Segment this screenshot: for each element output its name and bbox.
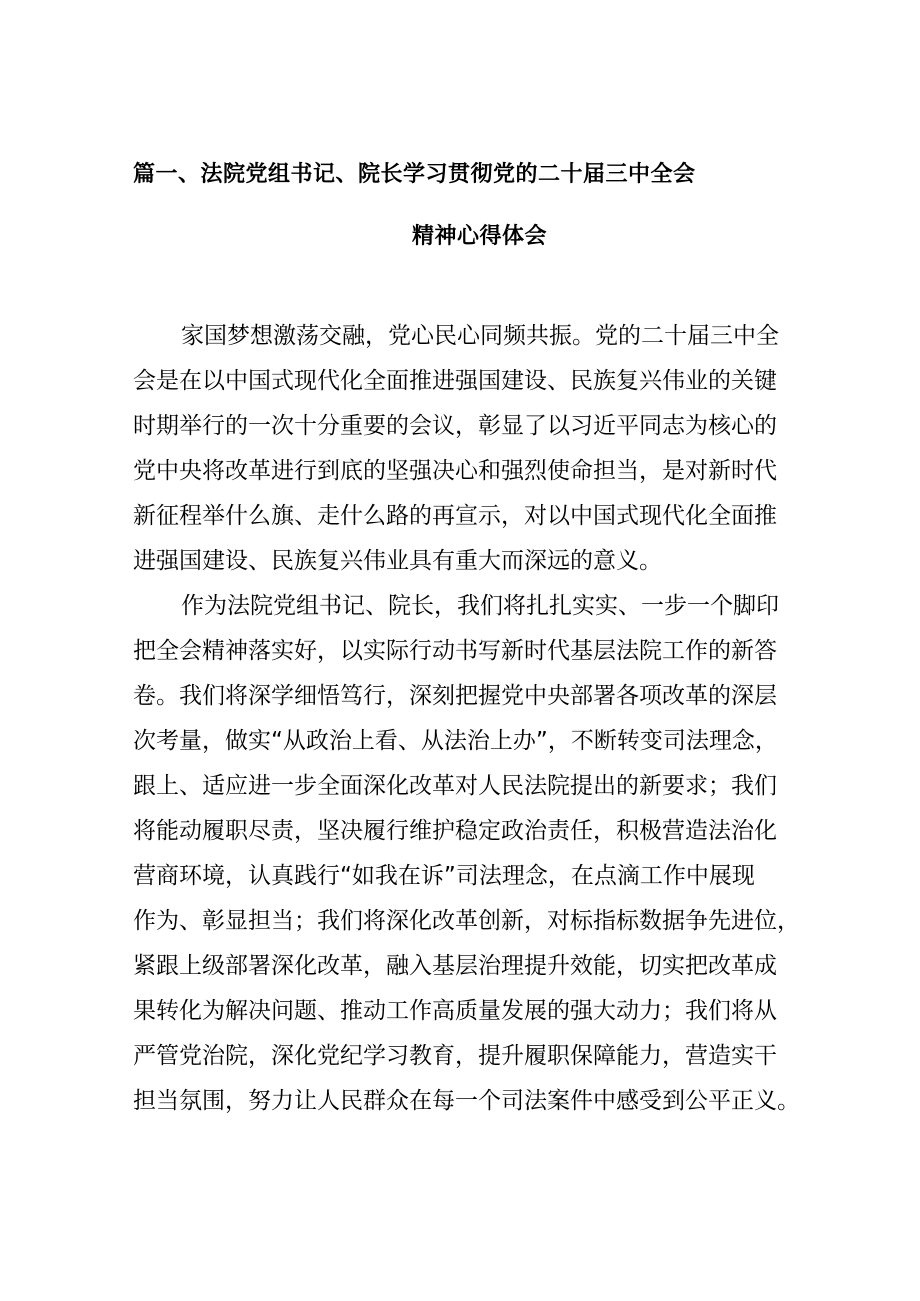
paragraph-1-line: 党中央将改革进行到底的坚强决心和强烈使命担当，是对新时代 [133,458,777,484]
paragraph-1-line: 进强国建设、民族复兴伟业具有重大而深远的意义。 [133,548,662,574]
paragraph-2-line: 卷。我们将深学细悟笃行，深刻把握党中央部署各项改革的深层 [133,683,777,709]
paragraph-1-line: 新征程举什么旗、走什么路的再宣示，对以中国式现代化全面推 [133,503,777,529]
paragraph-1-line: 会是在以中国式现代化全面推进强国建设、民族复兴伟业的关键 [133,368,777,394]
paragraph-2-line: 跟上、适应进一步全面深化改革对人民法院提出的新要求；我们 [133,773,777,799]
paragraph-2-line: 严管党治院，深化党纪学习教育，提升履职保障能力，营造实干 [133,1043,777,1069]
paragraph-2-line: 将能动履职尽责，坚决履行维护稳定政治责任，积极营造法治化 [133,818,777,844]
paragraph-1-line: 时期举行的一次十分重要的会议，彰显了以习近平同志为核心的 [133,413,777,439]
paragraph-2-line: 果转化为解决问题、推动工作高质量发展的强大动力；我们将从 [133,998,777,1024]
paragraph-2-line: 担当氛围，努力让人民群众在每一个司法案件中感受到公平正义。 [133,1088,800,1114]
paragraph-2-line: 营商环境，认真践行“如我在诉”司法理念，在点滴工作中展现 [133,863,755,889]
paragraph-2-line: 把全会精神落实好，以实际行动书写新时代基层法院工作的新答 [133,638,777,664]
document-title-line-1: 篇一、法院党组书记、院长学习贯彻党的二十届三中全会 [133,162,696,187]
paragraph-1-line: 家国梦想激荡交融，党心民心同频共振。党的二十届三中全 [181,323,779,349]
paragraph-2-line: 作为、彰显担当；我们将深化改革创新，对标指标数据争先进位， [133,908,800,934]
document-title-line-2: 精神心得体会 [412,224,548,249]
paragraph-2-line: 次考量，做实“从政治上看、从法治上办”，不断转变司法理念， [133,728,778,754]
paragraph-2-line: 紧跟上级部署深化改革，融入基层治理提升效能，切实把改革成 [133,953,777,979]
paragraph-2-line: 作为法院党组书记、院长，我们将扎扎实实、一步一个脚印 [181,593,779,619]
